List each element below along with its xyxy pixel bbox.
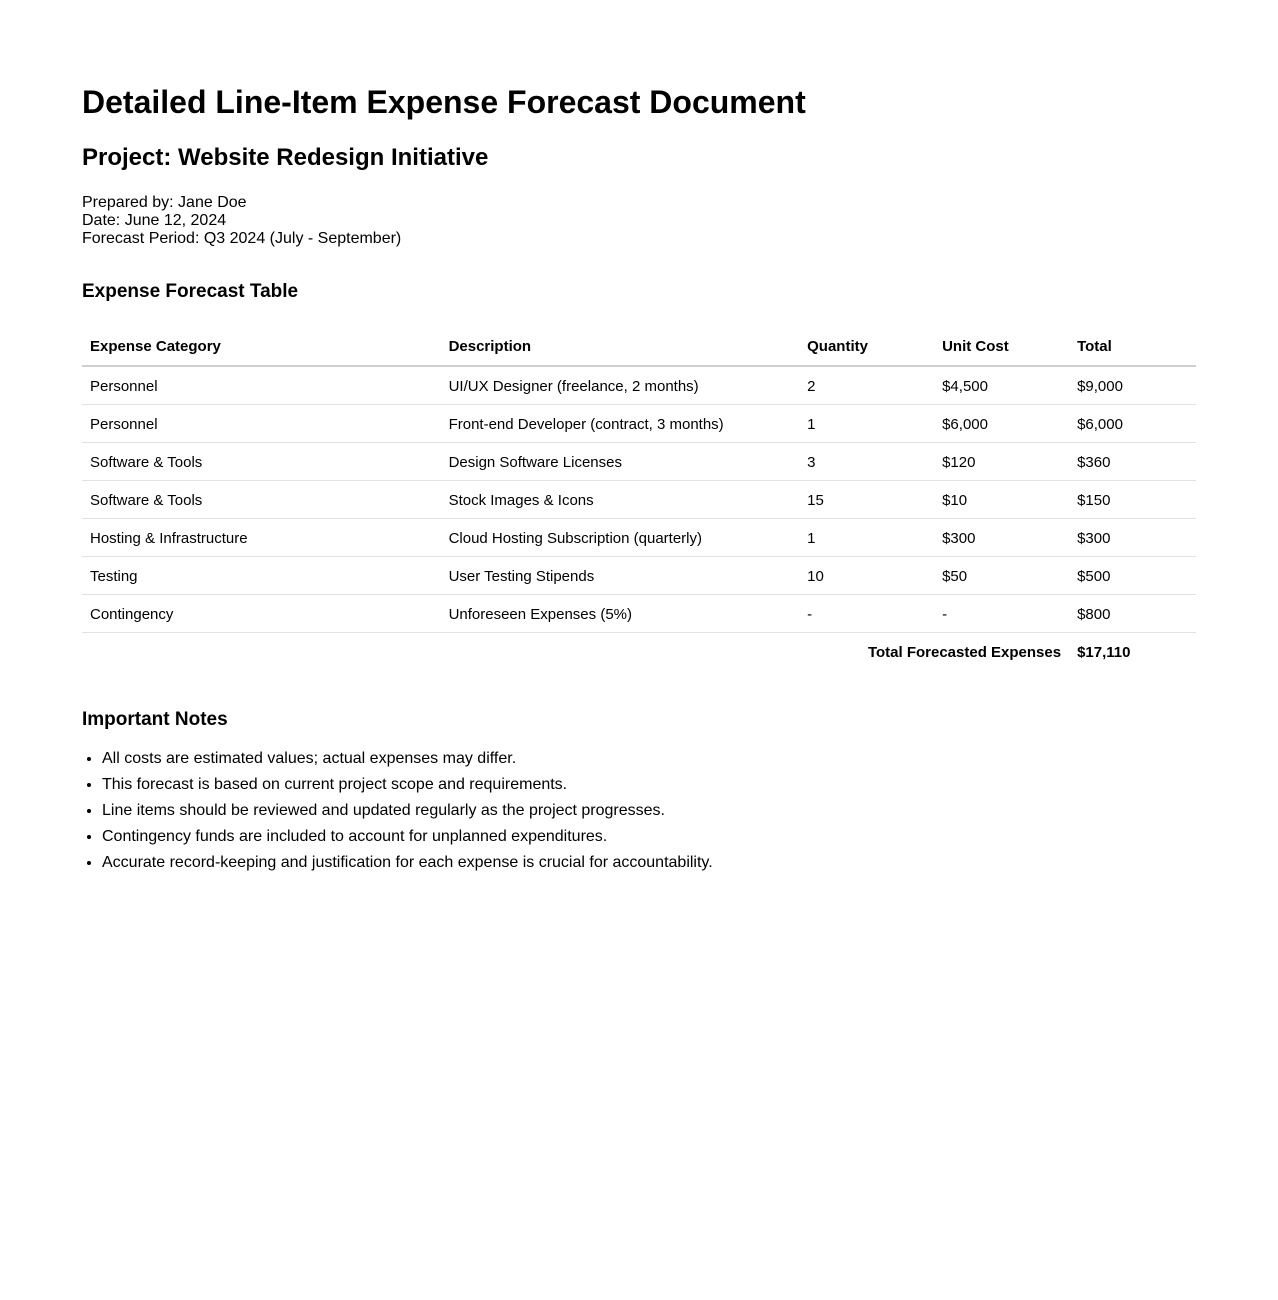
cell-description: Cloud Hosting Subscription (quarterly): [441, 519, 800, 557]
list-item: • This forecast is based on current project scope and requirements.: [102, 772, 1196, 798]
header-total: Total: [1069, 328, 1196, 366]
cell-category: Personnel: [82, 366, 441, 405]
cell-category: Testing: [82, 557, 441, 595]
list-item: • Line items should be reviewed and updated regularly as the project progresses.: [102, 798, 1196, 824]
list-item: • All costs are estimated values; actual expenses may differ.: [102, 746, 1196, 772]
cell-quantity: 3: [799, 443, 934, 481]
notes-title: Important Notes: [82, 709, 228, 730]
cell-description: Stock Images & Icons: [441, 481, 800, 519]
cell-unit-cost: $6,000: [934, 405, 1069, 443]
table-row: [82, 595, 1196, 633]
prepared-by: Prepared by: Jane Doe: [82, 194, 247, 211]
cell-description: Design Software Licenses: [441, 443, 800, 481]
cell-unit-cost: $10: [934, 481, 1069, 519]
cell-unit-cost: $4,500: [934, 366, 1069, 405]
table-row: [82, 557, 1196, 595]
total-forecasted-value: $17,110: [1077, 643, 1131, 661]
document-title: Detailed Line-Item Expense Forecast Document: [82, 84, 806, 120]
table-header-row: [82, 328, 1196, 366]
cell-quantity: 1: [799, 519, 934, 557]
table-row: [82, 443, 1196, 481]
header-description: Description: [441, 328, 800, 366]
list-item: • Accurate record-keeping and justification for each expense is crucial for accountability.: [102, 850, 1196, 876]
expense-table: [82, 328, 1196, 670]
cell-description: Front-end Developer (contract, 3 months): [441, 405, 800, 443]
document-date: Date: June 12, 2024: [82, 212, 227, 229]
forecast-period: Forecast Period: Q3 2024 (July - September): [82, 230, 402, 247]
total-forecasted-label: Total Forecasted Expenses: [867, 643, 1062, 661]
cell-total: $300: [1069, 519, 1196, 557]
cell-total: $6,000: [1069, 405, 1196, 443]
cell-quantity: 1: [799, 405, 934, 443]
cell-unit-cost: $120: [934, 443, 1069, 481]
cell-category: Software & Tools: [82, 481, 441, 519]
header-quantity: Quantity: [799, 328, 934, 366]
cell-description: Unforeseen Expenses (5%): [441, 595, 800, 633]
cell-description: User Testing Stipends: [441, 557, 800, 595]
cell-description: UI/UX Designer (freelance, 2 months): [441, 366, 800, 405]
cell-category: Hosting & Infrastructure: [82, 519, 441, 557]
table-total-row: [82, 633, 1196, 671]
document-meta: [82, 194, 1196, 248]
cell-quantity: 2: [799, 366, 934, 405]
table-row: [82, 366, 1196, 405]
list-item: • Contingency funds are included to account for unplanned expenditures.: [102, 824, 1196, 850]
cell-quantity: -: [799, 595, 934, 633]
table-title: Expense Forecast Table: [82, 281, 299, 302]
cell-unit-cost: $300: [934, 519, 1069, 557]
cell-quantity: 10: [799, 557, 934, 595]
cell-total: $9,000: [1069, 366, 1196, 405]
table-row: [82, 481, 1196, 519]
header-expense-category: Expense Category: [82, 328, 441, 366]
notes-list: [82, 746, 1196, 876]
cell-total: $800: [1069, 595, 1196, 633]
cell-total: $500: [1069, 557, 1196, 595]
cell-unit-cost: -: [934, 595, 1069, 633]
table-row: [82, 519, 1196, 557]
table-row: [82, 405, 1196, 443]
cell-category: Software & Tools: [82, 443, 441, 481]
cell-unit-cost: $50: [934, 557, 1069, 595]
header-unit-cost: Unit Cost: [934, 328, 1069, 366]
cell-total: $150: [1069, 481, 1196, 519]
cell-category: Contingency: [82, 595, 441, 633]
cell-category: Personnel: [82, 405, 441, 443]
project-title: Project: Website Redesign Initiative: [82, 144, 489, 171]
cell-total: $360: [1069, 443, 1196, 481]
cell-quantity: 15: [799, 481, 934, 519]
